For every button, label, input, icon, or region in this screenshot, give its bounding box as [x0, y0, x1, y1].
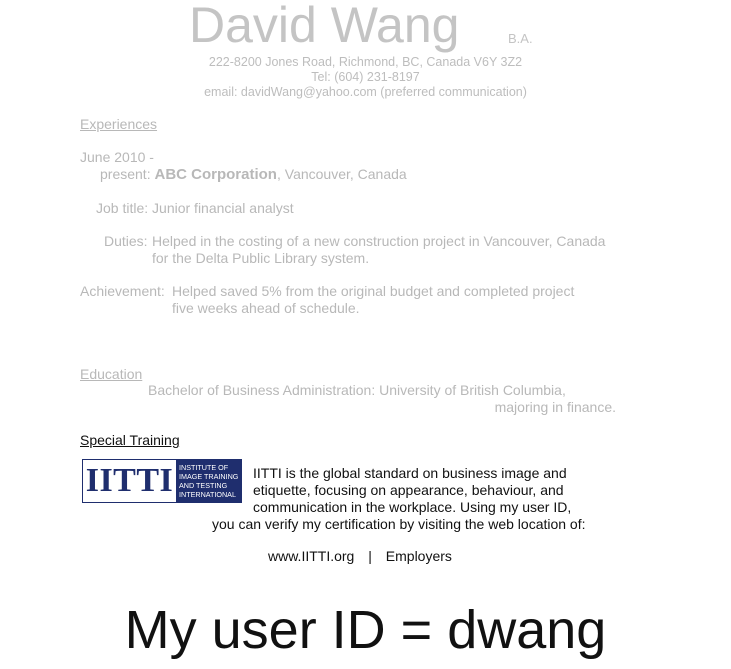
experiences-heading: Experiences	[80, 116, 158, 132]
address-line: 222-8200 Jones Road, Richmond, BC, Canada V6Y 3Z2	[208, 55, 523, 69]
iitti-desc-line-2: etiquette, focusing on appearance, behaviour, and	[253, 482, 564, 498]
link-separator: |	[368, 548, 372, 564]
degree-suffix: B.A.	[508, 31, 533, 46]
achievement-line-1: Helped saved 5% from the original budget and completed project	[172, 283, 575, 299]
special-training-heading: Special Training	[80, 432, 180, 448]
links-row	[268, 548, 452, 565]
employers-link[interactable]: Employers	[385, 548, 452, 564]
iitti-logo-wordmark: IITTI	[85, 462, 174, 499]
iitti-desc-line-3: communication in the workplace. Using my user ID,	[253, 499, 572, 515]
iitti-site-link[interactable]: www.IITTI.org	[268, 548, 355, 564]
iitti-logo	[82, 459, 242, 503]
job-title: Job title: Junior financial analyst	[96, 200, 294, 216]
date-start: June 2010 -	[80, 149, 154, 165]
user-id-line: My user ID = dwang	[124, 600, 607, 660]
experience-entry	[100, 166, 407, 183]
achievement-line-2: five weeks ahead of schedule.	[172, 300, 360, 316]
iitti-desc-line-1: IITTI is the global standard on business image and	[253, 465, 567, 481]
iitti-logo-subtitle: INSTITUTE OF IMAGE TRAINING AND TESTING INTERNATIONAL	[176, 460, 241, 502]
education-line-1: Bachelor of Business Administration: University of British Columbia,	[148, 382, 566, 398]
duties-label: Duties:	[104, 233, 148, 249]
company-location: , Vancouver, Canada	[276, 166, 407, 182]
date-present: present:	[100, 166, 151, 182]
achievement-label: Achievement:	[80, 283, 165, 299]
company-name: ABC Corporation	[154, 166, 277, 183]
education-line-2: majoring in finance.	[494, 399, 616, 415]
duties-line-1: Helped in the costing of a new construction project in Vancouver, Canada	[152, 233, 606, 249]
resume-name: David Wang	[189, 0, 460, 53]
education-heading: Education	[80, 366, 143, 382]
iitti-desc-line-4: you can verify my certification by visiting the web location of:	[212, 516, 586, 532]
email-line: email: davidWang@yahoo.com (preferred communication)	[204, 85, 527, 99]
phone-line: Tel: (604) 231-8197	[311, 70, 420, 84]
duties-line-2: for the Delta Public Library system.	[152, 250, 370, 266]
